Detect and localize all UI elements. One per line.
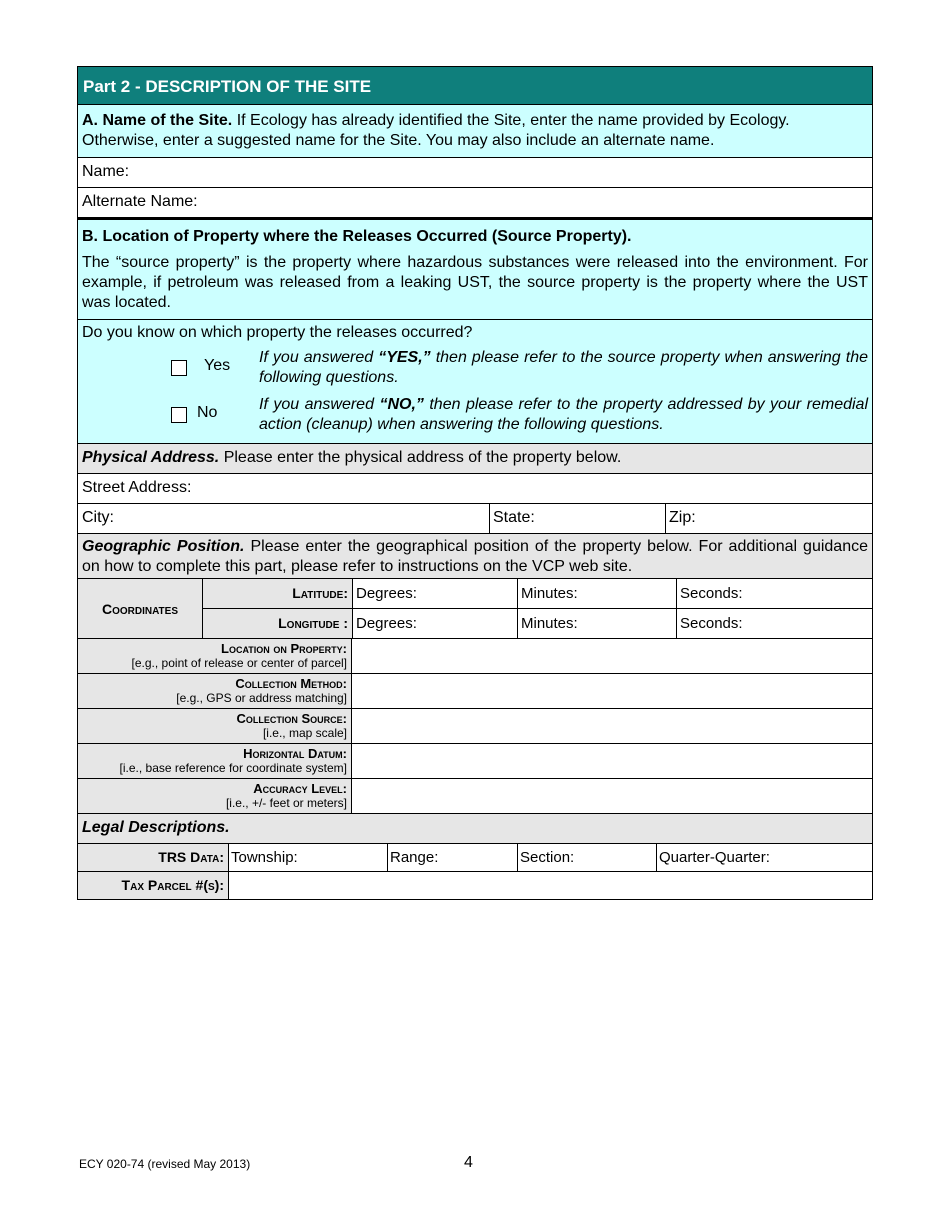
accuracy-level-row xyxy=(77,779,873,814)
site-name-field[interactable] xyxy=(77,158,873,188)
collection-source-label: Collection Source: xyxy=(236,711,347,726)
physical-address-heading: Physical Address. xyxy=(82,449,220,466)
longitude-seconds-label: Seconds: xyxy=(680,615,743,632)
latitude-minutes-label: Minutes: xyxy=(521,585,578,602)
section-a-intro xyxy=(77,105,873,158)
location-on-property-input[interactable] xyxy=(352,639,872,673)
geographic-position-header xyxy=(77,534,873,579)
range-field[interactable] xyxy=(388,844,518,871)
coordinates-block xyxy=(77,579,873,639)
accuracy-level-hint: [i.e., +/- feet or meters] xyxy=(225,796,347,810)
location-on-property-hint: [e.g., point of release or center of parcel] xyxy=(131,656,347,670)
street-address-field[interactable] xyxy=(77,474,873,504)
state-field[interactable] xyxy=(490,504,666,533)
part-title: Part 2 - DESCRIPTION OF THE SITE xyxy=(77,66,873,105)
geographic-position-text: Please enter the geographical position of the property below. For additional guidance on how to complete this part, please refer to instructions on the VCP web site. xyxy=(82,538,869,575)
collection-source-label-cell xyxy=(78,709,352,743)
latitude-row xyxy=(203,579,872,609)
longitude-minutes-field[interactable] xyxy=(518,609,677,638)
section-b-intro xyxy=(77,218,873,320)
yes-instruction xyxy=(259,348,868,388)
collection-method-label: Collection Method: xyxy=(235,676,347,691)
no-instruction-emphasis: “NO,” xyxy=(379,396,424,413)
latitude-seconds-field[interactable] xyxy=(677,579,872,608)
latitude-degrees-field[interactable] xyxy=(353,579,518,608)
yes-checkbox[interactable] xyxy=(171,360,187,376)
release-question-text: Do you know on which property the releases occurred? xyxy=(82,324,473,341)
site-description-form xyxy=(77,66,873,900)
street-address-label: Street Address: xyxy=(82,479,192,496)
township-field[interactable] xyxy=(229,844,388,871)
state-label: State: xyxy=(493,509,535,526)
section-a-text: If Ecology has already identified the Site, enter the name provided by Ecology. Otherwise, enter a suggested name for the Site. You may also include an alternate name. xyxy=(82,112,790,149)
longitude-minutes-label: Minutes: xyxy=(521,615,578,632)
city-field[interactable] xyxy=(78,504,490,533)
section-label: Section: xyxy=(520,849,575,866)
quarter-quarter-field[interactable] xyxy=(657,844,872,871)
tax-parcel-label: Tax Parcel #(s): xyxy=(78,872,229,899)
longitude-label: Longitude : xyxy=(203,609,353,638)
section-a-heading: A. Name of the Site. xyxy=(82,112,233,129)
collection-method-row xyxy=(77,674,873,709)
no-instruction-post: then please refer to the property addressed by your remedial action (cleanup) when answering the following questions. xyxy=(259,396,868,433)
city-label: City: xyxy=(82,509,114,526)
physical-address-text: Please enter the physical address of the property below. xyxy=(219,449,622,466)
longitude-seconds-field[interactable] xyxy=(677,609,872,638)
longitude-row xyxy=(203,609,872,638)
coordinates-rows xyxy=(203,579,872,638)
collection-source-hint: [i.e., map scale] xyxy=(262,726,347,740)
trs-data-row xyxy=(77,844,873,872)
no-instruction-pre: If you answered xyxy=(259,396,380,413)
latitude-label: Latitude: xyxy=(203,579,353,608)
horizontal-datum-row xyxy=(77,744,873,779)
zip-field[interactable] xyxy=(666,504,872,533)
tax-parcel-row xyxy=(77,872,873,900)
city-state-zip-row xyxy=(77,504,873,534)
section-b-heading: B. Location of Property where the Releases Occurred (Source Property). xyxy=(82,228,632,245)
township-label: Township: xyxy=(231,849,298,866)
legal-descriptions-heading: Legal Descriptions. xyxy=(82,819,230,836)
yes-option[interactable] xyxy=(82,348,868,388)
no-label: No xyxy=(197,404,218,421)
location-on-property-label: Location on Property: xyxy=(221,641,347,656)
accuracy-level-label: Accuracy Level: xyxy=(253,781,347,796)
accuracy-level-label-cell xyxy=(78,779,352,813)
collection-method-input[interactable] xyxy=(352,674,872,708)
no-option[interactable] xyxy=(82,395,868,435)
alternate-name-label: Alternate Name: xyxy=(82,193,198,210)
latitude-minutes-field[interactable] xyxy=(518,579,677,608)
horizontal-datum-label: Horizontal Datum: xyxy=(243,746,347,761)
alternate-name-field[interactable] xyxy=(77,188,873,218)
site-name-label: Name: xyxy=(82,163,130,180)
longitude-degrees-field[interactable] xyxy=(353,609,518,638)
yes-label: Yes xyxy=(204,357,231,374)
yes-instruction-pre: If you answered xyxy=(259,349,379,366)
physical-address-header xyxy=(77,444,873,474)
coordinates-label: Coordinates xyxy=(78,579,203,638)
page-number: 4 xyxy=(464,1154,473,1171)
section-b-text: The “source property” is the property where hazardous substances were released into the environment. For example, if petroleum was released from a leaking UST, the source property is the property where the UST was located. xyxy=(82,254,868,311)
trs-data-label: TRS Data: xyxy=(78,844,229,871)
section-field[interactable] xyxy=(518,844,657,871)
latitude-degrees-label: Degrees: xyxy=(356,585,417,602)
range-label: Range: xyxy=(390,849,439,866)
quarter-quarter-label: Quarter-Quarter: xyxy=(659,849,770,866)
accuracy-level-input[interactable] xyxy=(352,779,872,813)
geographic-position-heading: Geographic Position. xyxy=(82,538,245,555)
tax-parcel-input[interactable] xyxy=(229,872,872,899)
legal-descriptions-header xyxy=(77,814,873,844)
horizontal-datum-label-cell xyxy=(78,744,352,778)
no-checkbox[interactable] xyxy=(171,407,187,423)
no-instruction xyxy=(259,395,868,435)
collection-method-label-cell xyxy=(78,674,352,708)
form-identifier: ECY 020-74 (revised May 2013) xyxy=(79,1157,251,1171)
horizontal-datum-hint: [i.e., base reference for coordinate system] xyxy=(119,761,347,775)
location-on-property-label-cell xyxy=(78,639,352,673)
collection-source-input[interactable] xyxy=(352,709,872,743)
release-property-question xyxy=(77,320,873,444)
yes-instruction-emphasis: “YES,” xyxy=(378,349,431,366)
longitude-degrees-label: Degrees: xyxy=(356,615,417,632)
location-on-property-row xyxy=(77,639,873,674)
yes-instruction-post: then please refer to the source property when answering the following questions. xyxy=(259,349,868,386)
collection-source-row xyxy=(77,709,873,744)
collection-method-hint: [e.g., GPS or address matching] xyxy=(176,691,347,705)
horizontal-datum-input[interactable] xyxy=(352,744,872,778)
latitude-seconds-label: Seconds: xyxy=(680,585,743,602)
zip-label: Zip: xyxy=(669,509,696,526)
